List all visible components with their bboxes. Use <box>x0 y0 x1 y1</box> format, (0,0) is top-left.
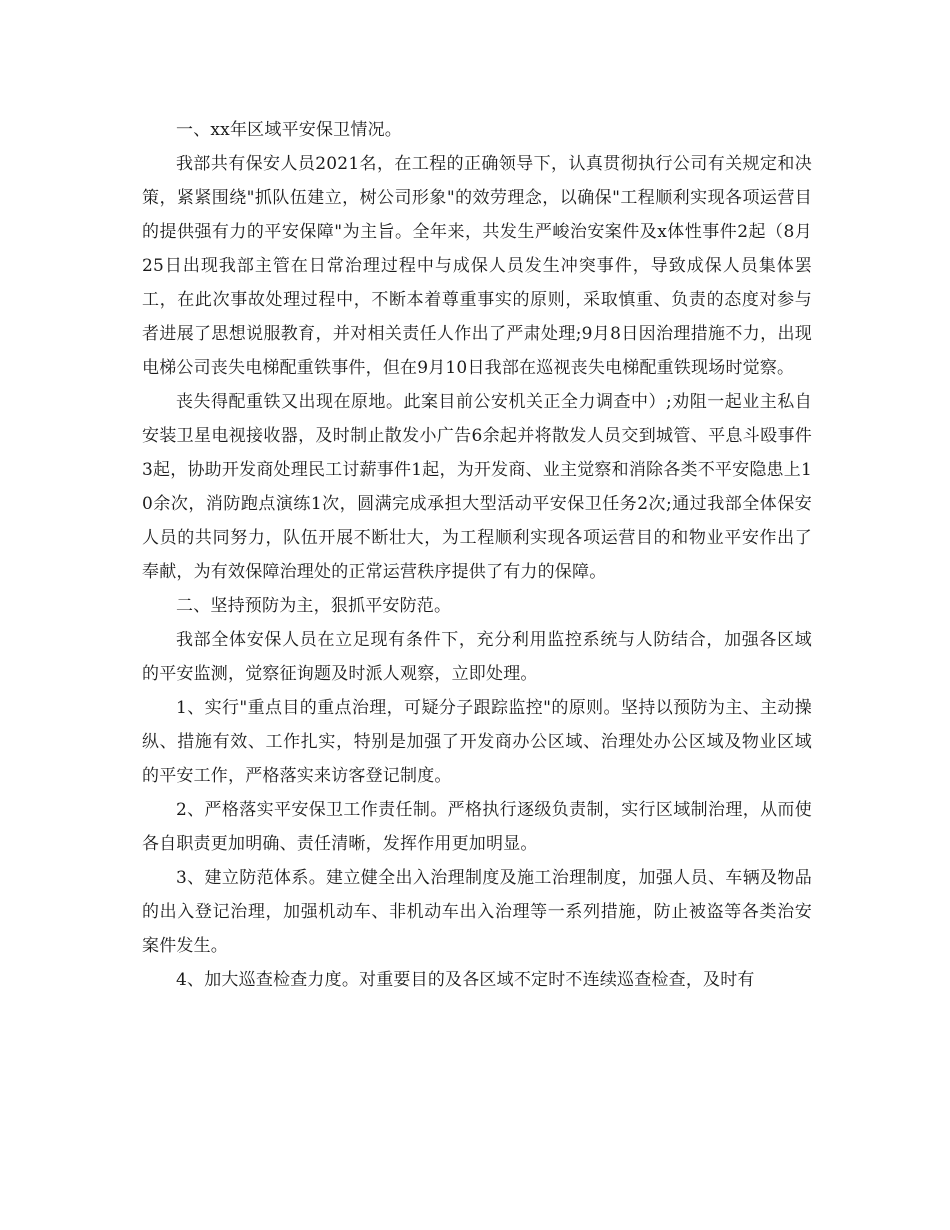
list-item-4: 4、加大巡查检查力度。对重要目的及各区域不定时不连续巡查检查，及时有 <box>176 970 755 990</box>
list-item-2: 2、严格落实平安保卫工作责任制。严格执行逐级负责制，实行区域制治理，从而使各自职责更加明确、责任清晰，发挥作用更加明显。 <box>142 800 812 854</box>
paragraph-prevention-intro: 我部全体安保人员在立足现有条件下，充分利用监控系统与人防结合，加强各区域的平安监测，觉察征询题及时派人观察，立即处理。 <box>142 630 812 684</box>
paragraph-security-results: 丧失得配重铁又出现在原地。此案目前公安机关正全力调查中）;劝阻一起业主私自安装卫星电视接收器，及时制止散发小广告6余起并将散发人员交到城管、平息斗殴事件3起，协助开发商处理民工讨薪事件1起，为开发商、业主觉察和消除各类不平安隐患上10余次，消防跑点演练1次，圆满完成承担大型活动平安保卫任务2次;通过我部全体保安人员的共同努力，队伍开展不断壮大，为工程顺利实现各项运营目的和物业平安作出了奉献，为有效保障治理处的正常运营秩序提供了有力的保障。 <box>142 392 812 582</box>
section-heading-2: 二、坚持预防为主，狠抓平安防范。 <box>176 596 452 616</box>
list-item-3: 3、建立防范体系。建立健全出入治理制度及施工治理制度，加强人员、车辆及物品的出入登记治理，加强机动车、非机动车出入治理等一系列措施，防止被盗等各类治安案件发生。 <box>142 868 812 956</box>
paragraph-security-overview: 我部共有保安人员2021名，在工程的正确领导下，认真贯彻执行公司有关规定和决策，紧紧围绕"抓队伍建立，树公司形象"的效劳理念，以确保"工程顺利实现各项运营目的提供强有力的平安保障"为主旨。全年来，共发生严峻治安案件及x体性事件2起（8月25日出现我部主管在日常治理过程中与成保人员发生冲突事件，导致成保人员集体罢工，在此次事故处理过程中，不断本着尊重事实的原则，采取慎重、负责的态度对参与者进展了思想说服教育，并对相关责任人作出了严肃处理;9月8日因治理措施不力，出现电梯公司丧失电梯配重铁事件，但在9月10日我部在巡视丧失电梯配重铁现场时觉察。 <box>142 154 812 378</box>
list-item-1: 1、实行"重点目的重点治理，可疑分子跟踪监控"的原则。坚持以预防为主、主动操纵、措施有效、工作扎实，特别是加强了开发商办公区域、治理处办公区域及物业区域的平安工作，严格落实来访客登记制度。 <box>142 698 812 786</box>
section-heading-1: 一、xx年区域平安保卫情况。 <box>176 120 402 140</box>
